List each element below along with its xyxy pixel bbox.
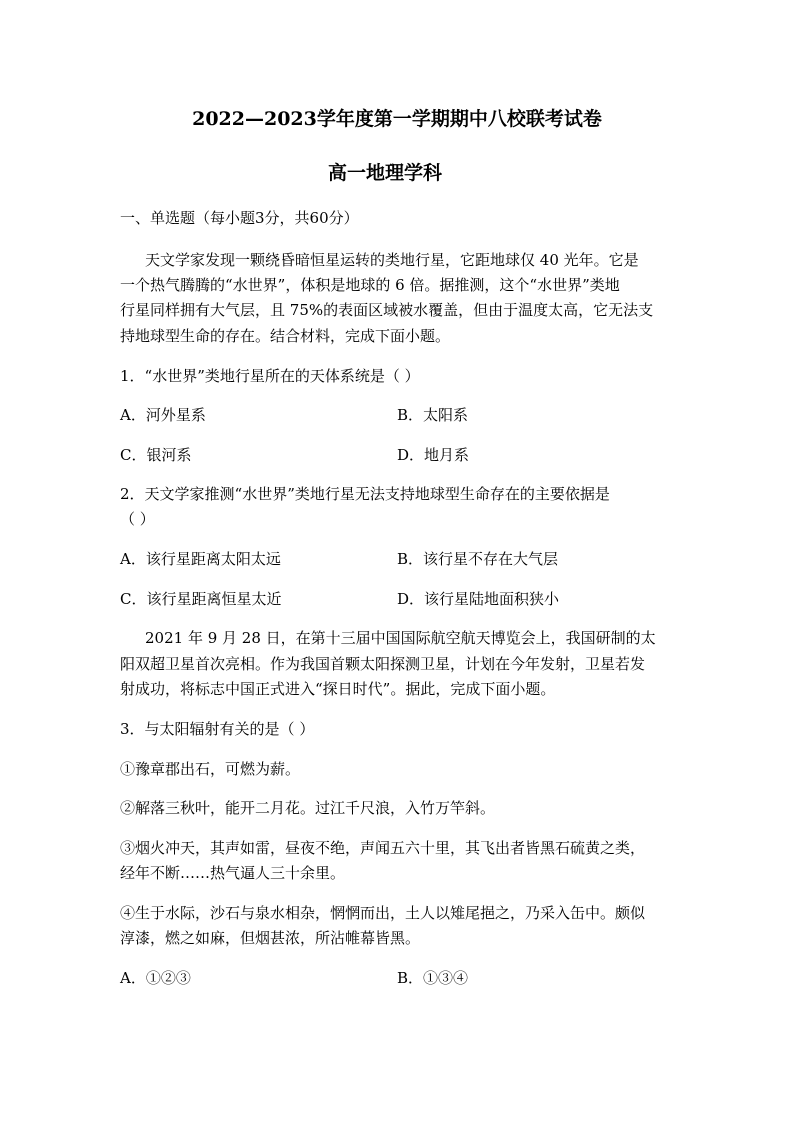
option-c: C．银河系 — [120, 446, 192, 464]
section-heading: 一、单选题（每小题3分，共60分） — [120, 209, 359, 227]
passage-line: 行星同样拥有大气层，且 75%的表面区域被水覆盖，但由于温度太高，它无法支 — [120, 301, 654, 319]
list-item: ④生于水际，沙石与泉水相杂，惘惘而出，土人以雉尾挹之，乃采入缶中。颇似 — [120, 904, 646, 922]
option-c: C．该行星距离恒星太近 — [120, 590, 282, 608]
question-stem: 2．天文学家推测“水世界”类地行星无法支持地球型生命存在的主要依据是 — [120, 485, 610, 503]
option-a: A．①②③ — [120, 969, 191, 987]
passage-line: 阳双超卫星首次亮相。作为我国首颗太阳探测卫星，计划在今年发射，卫星若发 — [120, 655, 646, 673]
list-item: 经年不断……热气逼人三十余里。 — [120, 864, 346, 882]
option-a: A．该行星距离太阳太远 — [120, 550, 281, 568]
option-d: D．该行星陆地面积狭小 — [397, 590, 560, 608]
exam-subtitle: 高一地理学科 — [327, 162, 442, 184]
passage-line: 持地球型生命的存在。结合材料，完成下面小题。 — [120, 327, 451, 345]
question-stem: 3．与太阳辐射有关的是（ ） — [120, 720, 315, 738]
question-stem: 1．“水世界”类地行星所在的天体系统是（ ） — [120, 367, 420, 385]
exam-title: 2022—2023学年度第一学期期中八校联考试卷 — [192, 108, 602, 130]
option-a: A．河外星系 — [120, 406, 206, 424]
passage-line: 2021 年 9 月 28 日，在第十三届中国国际航空航天博览会上，我国研制的太 — [145, 629, 656, 647]
question-stem: （ ） — [120, 510, 155, 528]
list-item: ②解落三秋叶，能开二月花。过江千尺浪，入竹万竿斜。 — [120, 799, 496, 817]
option-b: B．太阳系 — [397, 406, 469, 424]
option-b: B．①③④ — [397, 969, 469, 987]
option-d: D．地月系 — [397, 446, 470, 464]
passage-line: 天文学家发现一颗绕昏暗恒星运转的类地行星，它距地球仅 40 光年。它是 — [145, 251, 639, 269]
list-item: ①豫章郡出石，可燃为薪。 — [120, 760, 301, 778]
list-item: ③烟火冲天，其声如雷，昼夜不绝，声闻五六十里，其飞出者皆黑石硫黄之类， — [120, 839, 646, 857]
passage-line: 射成功，将标志中国正式进入“探日时代”。据此，完成下面小题。 — [120, 680, 556, 698]
passage-line: 一个热气腾腾的“水世界”，体积是地球的 6 倍。据推测，这个“水世界”类地 — [120, 276, 620, 294]
option-b: B．该行星不存在大气层 — [397, 550, 559, 568]
list-item: 淳漆，燃之如麻，但烟甚浓，所沾帷幕皆黑。 — [120, 929, 421, 947]
